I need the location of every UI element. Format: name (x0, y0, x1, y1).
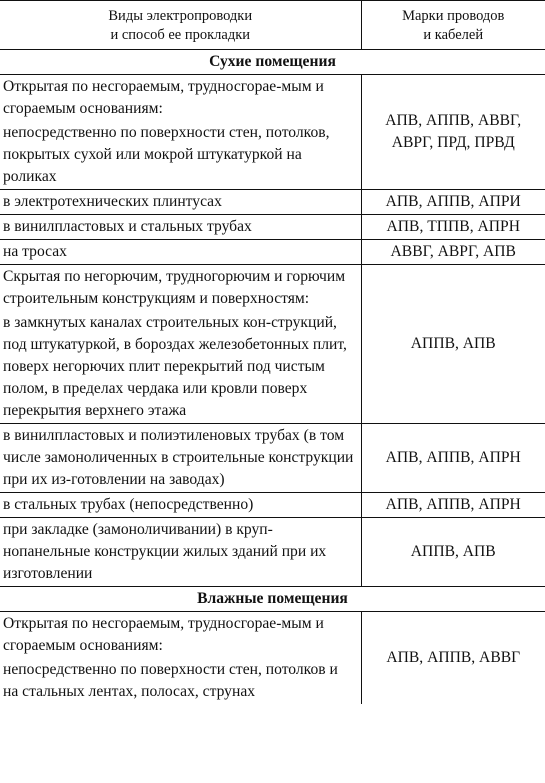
marks-cell: АППВ, АПВ (361, 518, 545, 587)
column-header-wiring-type (0, 1, 361, 50)
table-row (0, 424, 545, 493)
group-heading: Открытая по несгораемым, трудносгорае-мым и сгораемым основаниям: (0, 612, 361, 659)
table-row (0, 612, 545, 659)
marks-cell: АППВ, АПВ (361, 265, 545, 424)
row-description: в винилпластовых и стальных трубах (0, 215, 361, 240)
marks-cell: АПВ, АППВ, АВВГ, АВРГ, ПРД, ПРВД (385, 112, 522, 151)
table-row (0, 190, 545, 215)
table-row (0, 265, 545, 312)
table-header-row (0, 1, 545, 50)
row-description: в электротехнических плинтусах (0, 190, 361, 215)
section-title: Сухие помещения (0, 50, 545, 75)
group-heading: Скрытая по негорючим, трудногорючим и горючим строительным конструкциям и поверхностям: (0, 265, 361, 312)
table-row (0, 518, 545, 587)
row-description: непосредственно по поверхности стен, потолков и на стальных лентах, полосах, струнах (0, 658, 361, 704)
table-row (0, 240, 545, 265)
group-heading: Открытая по несгораемым, трудносгорае-мым и сгораемым основаниям: (0, 75, 361, 122)
marks-cell: АПВ, АППВ, АПРН (361, 424, 545, 493)
row-description: в винилпластовых и полиэтиленовых трубах (в том числе замоноличенных в строительные конструкции при их из-готовлении на заводах) (0, 424, 361, 493)
section-row (0, 50, 545, 75)
marks-cell: АПВ, ТППВ, АПРН (361, 215, 545, 240)
row-description: на тросах (0, 240, 361, 265)
table-row (0, 75, 545, 122)
marks-cell: АПВ, АППВ, АПРИ (361, 190, 545, 215)
row-description: непосредственно по поверхности стен, потолков, покрытых сухой или мокрой штукатуркой на роликах (0, 121, 361, 190)
marks-cell: АПВ, АППВ, АВВГ (386, 649, 521, 666)
marks-cell: АВВГ, АВРГ, АПВ (361, 240, 545, 265)
table-row (0, 215, 545, 240)
column-header-line: и способ ее прокладки (110, 27, 251, 43)
table-row (0, 493, 545, 518)
marks-cell: АПВ, АППВ, АПРН (361, 493, 545, 518)
column-header-line: Виды электропроводки (108, 8, 253, 24)
column-header-line: Марки проводов (402, 8, 505, 24)
row-description: при закладке (замоноличивании) в круп-нопанельные конструкции жилых зданий при их изготовлении (0, 518, 361, 587)
row-description: в замкнутых каналах строительных кон-струкций, под штукатуркой, в бороздах железобетонных плит, поверх негорючих плит перекрытий под чистым полом, в пределах чердака или кровли поверх перекрытия верхнего этажа (0, 311, 361, 424)
column-header-line: и кабелей (423, 27, 484, 43)
row-description: в стальных трубах (непосредственно) (0, 493, 361, 518)
section-row (0, 587, 545, 612)
section-title: Влажные помещения (0, 587, 545, 612)
column-header-marks (361, 1, 545, 50)
